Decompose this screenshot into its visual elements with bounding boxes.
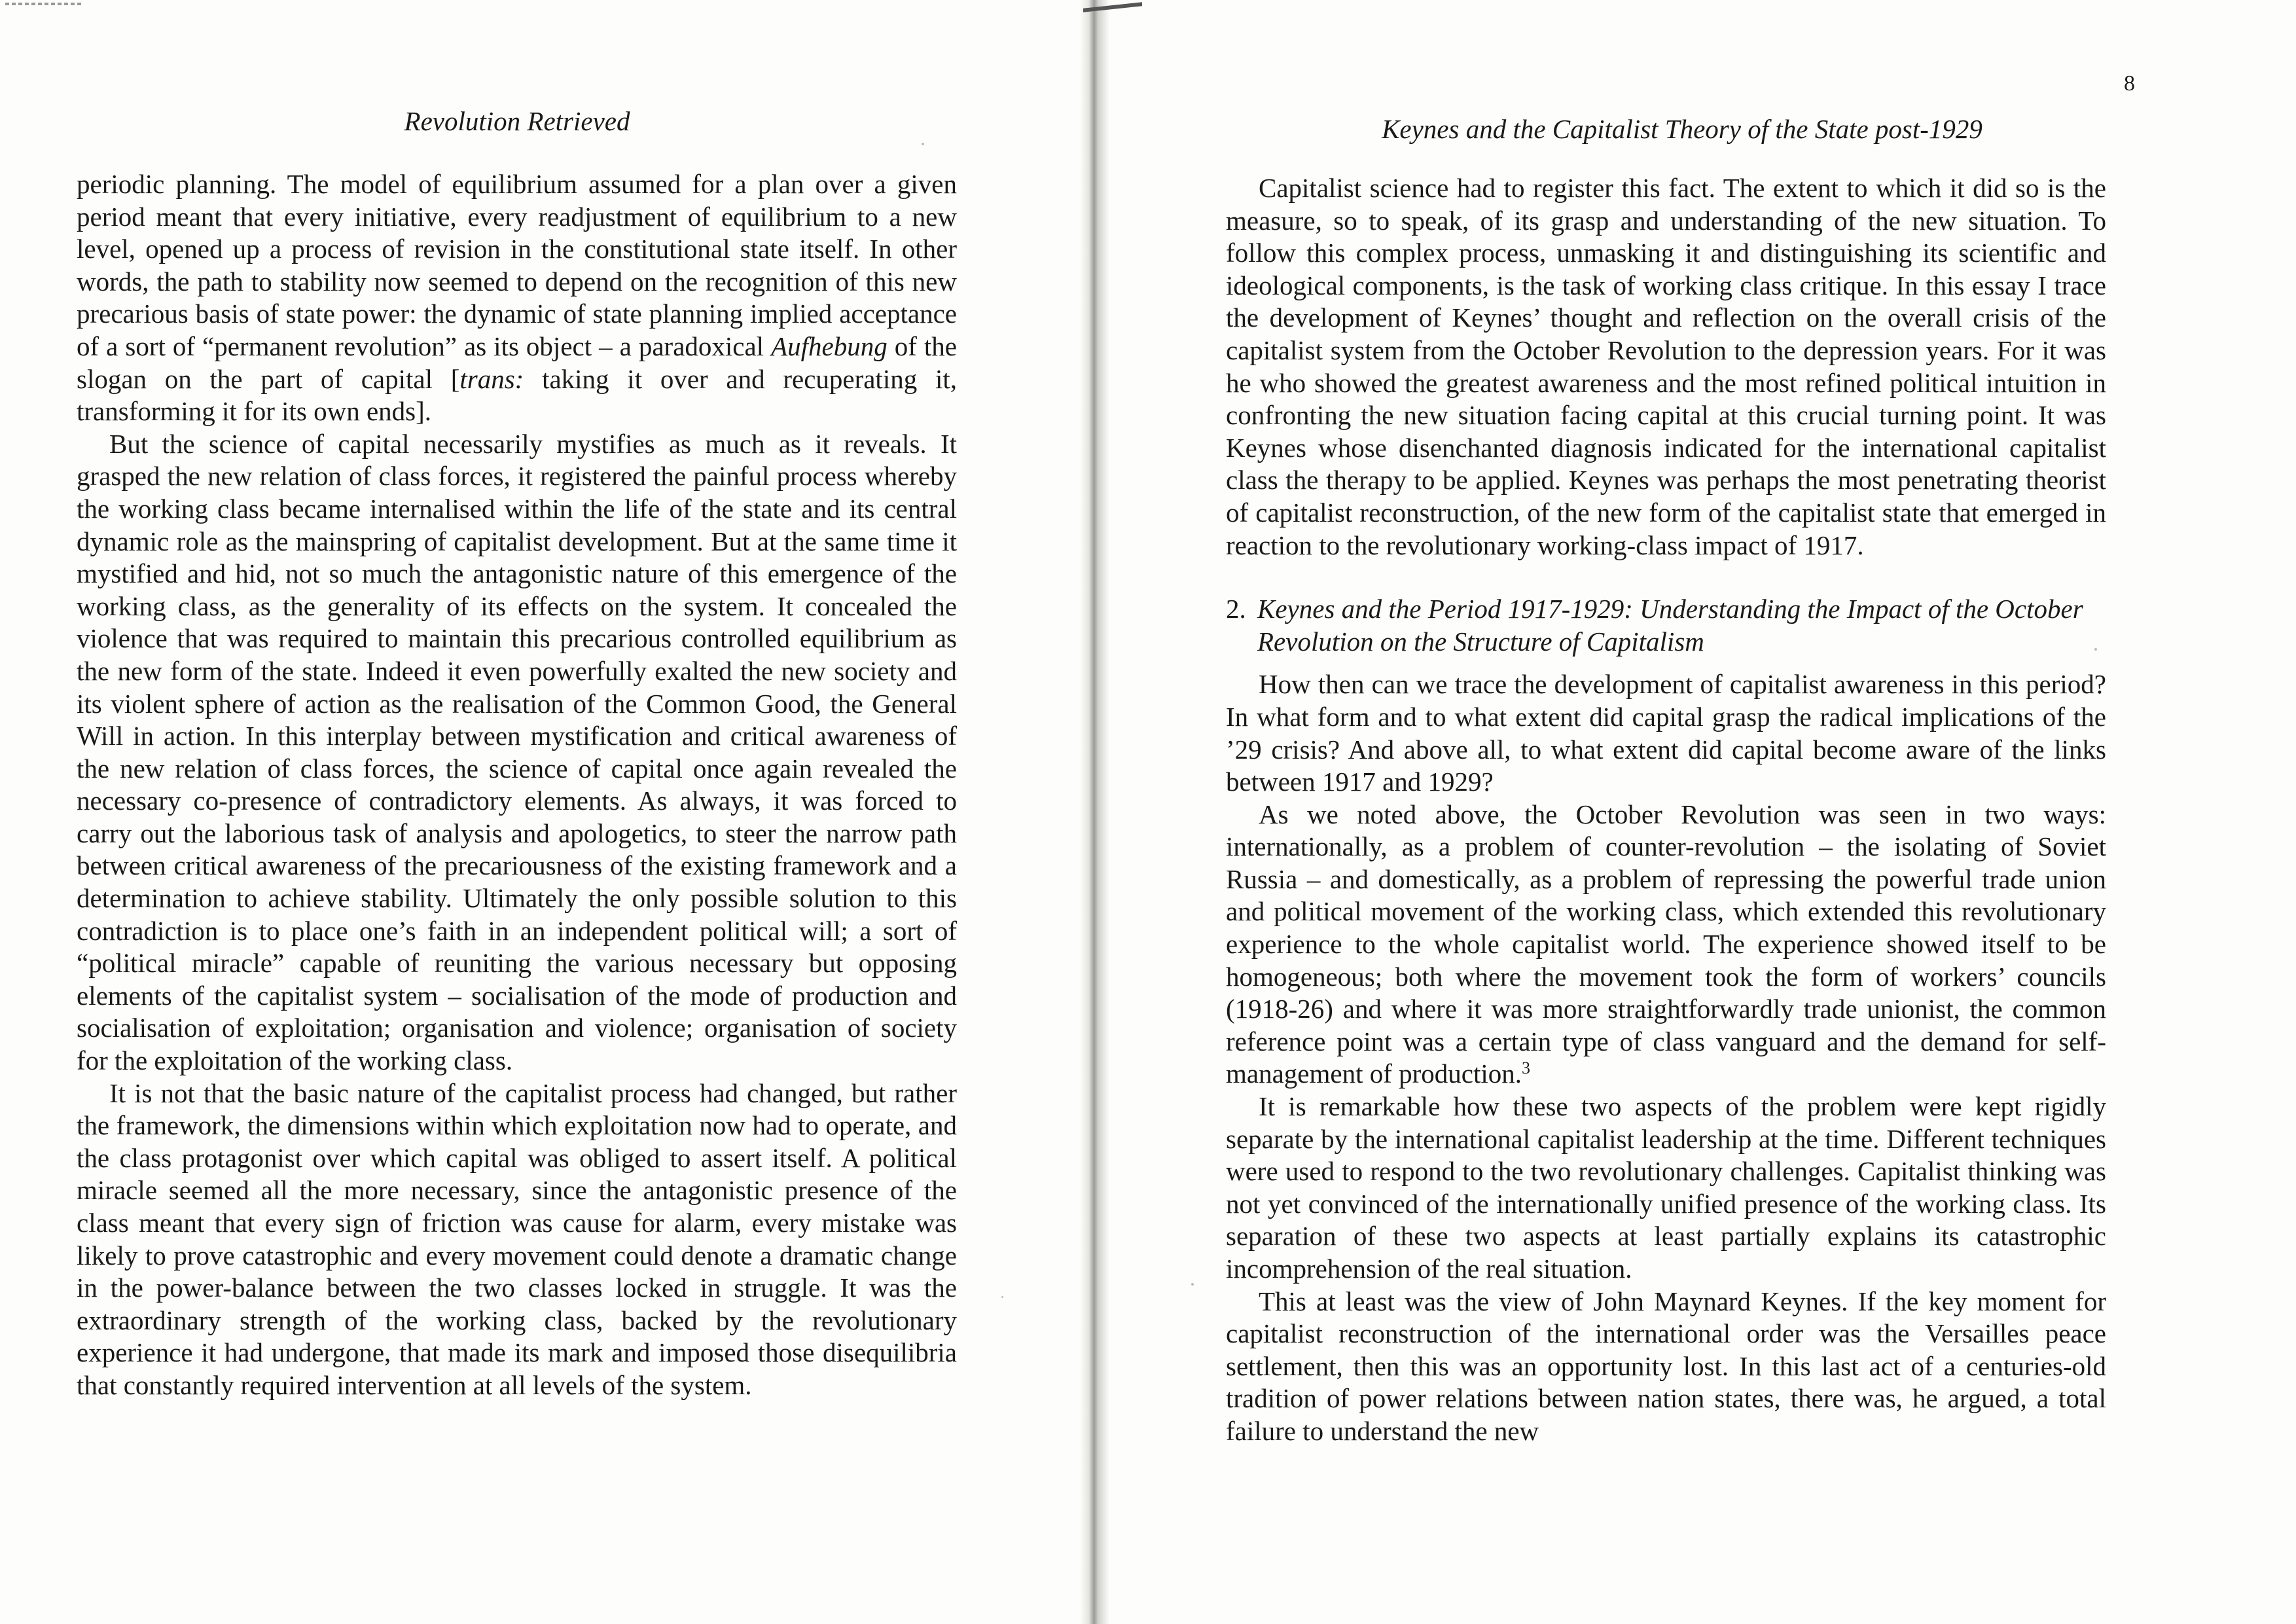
left-paragraph-3: It is not that the basic nature of the capitalist process had changed, but rather the framework, the dimensions within which exploitation now had to operate, and the class protagonist over which capital was obliged to assert itself. A political miracle seemed all the more necessary, since the antagonistic presence of the class meant that every sign of friction was cause for alarm, every mistake was likely to prove catastrophic and every movement could denote a dramatic change in the power-balance between the two classes locked in struggle. It was the extraordinary strength of the working class, backed by the revolutionary experience it had undergone, that made its mark and imposed those disequilibria that constantly required intervention at all levels of the system.	[77, 1077, 957, 1400]
book-gutter	[1080, 0, 1109, 1624]
right-page	[1106, 0, 2296, 1624]
scan-speck	[922, 143, 924, 145]
scan-speck	[1001, 1296, 1003, 1298]
right-paragraph-4: This at least was the view of John Maynard Keynes. If the key moment for capitalist reconstruction of the international order was the Versailles peace settlement, then this was an opportunity lost. In this last act of a centuries-old tradition of power relations between nation states, there was, he argued, a total failure to understand the new	[1226, 1286, 2106, 1446]
left-paragraph-1: periodic planning. The model of equilibrium assumed for a plan over a given period meant that every initiative, every readjustment of equilibrium to a new level, opened up a process of revision in the constitutional state itself. In other words, the path to stability now seemed to depend on the recognition of this new precarious basis of state power: the dynamic of state planning implied acceptance of a sort of “permanent revolution” as its object – a paradoxical Aufhebung of the slogan on the part of capital [trans: taking it over and recuperating it, transforming it for its own ends].	[77, 169, 957, 427]
section-heading	[1226, 593, 2106, 658]
right-text-column	[1226, 172, 2106, 1448]
right-running-head: Keynes and the Capitalist Theory of the State post-1929	[1382, 114, 1982, 144]
left-page	[0, 0, 1086, 1624]
right-paragraph-2: As we noted above, the October Revolution was seen in two ways: internationally, as a problem of counter-revolution – the isolating of Soviet Russia – and domestically, as a problem of repressing the powerful trade union and political movement of the working class, which extended this revolutionary experience to the whole capitalist world. The experience showed itself to be homogeneous; both where the movement took the form of workers’ councils (1918-26) and where it was more straightforwardly trade unionist, the common reference point was a certain type of class vanguard and the demand for self-management of production.$^3$	[1226, 799, 2106, 1089]
scan-speck	[2094, 648, 2097, 651]
scan-speck	[1191, 1283, 1194, 1286]
left-running-head: Revolution Retrieved	[404, 106, 630, 136]
right-intro-paragraph: Capitalist science had to register this fact. The extent to which it did so is the measure, so to speak, of its grasp and understanding of the new situation. To follow this complex process, unmasking it and distinguishing its scientific and ideological components, is the task of working class critique. In this essay I trace the development of Keynes’ thought and reflection on the overall crisis of the capitalist system from the October Revolution to the depression years. For it was he who showed the greatest awareness and the most refined political intuition in confronting the new situation facing capital at this crucial turning point. It was Keynes whose disenchanted diagnosis indicated for the international capitalist class the therapy to be applied. Keynes was perhaps the most penetrating theorist of capitalist reconstruction, of the new form of the capitalist state that emerged in reaction to the revolutionary working-class impact of 1917.	[1226, 173, 2106, 560]
left-paragraph-2: But the science of capital necessarily mystifies as much as it reveals. It grasped the new relation of class forces, it registered the painful process whereby the working class became internalised within the life of the state and its central dynamic role as the mainspring of capitalist development. But at the same time it mystified and hid, not so much the antagonistic nature of this emergence of the working class, as the generality of its effects on the system. It concealed the violence that was required to maintain this precarious controlled equilibrium as the new form of the state. Indeed it even powerfully exalted the new society and its violent sphere of action as the realisation of the Common Good, the General Will in action. In this interplay between mystification and critical awareness of the new relation of class forces, the science of capital once again revealed the necessary co-presence of contradictory elements. As always, it was forced to carry out the laborious task of analysis and apologetics, to steer the narrow path between critical awareness of the precariousness of the existing framework and a determination to achieve stability. Ultimately the only possible solution to this contradiction is to place one’s faith in an independent political will; a sort of “political miracle” capable of reuniting the various necessary but opposing elements of the capitalist system – socialisation of the mode of production and socialisation of exploitation; organisation and violence; organisation of society for the exploitation of the working class.	[77, 428, 957, 1076]
section-title: Keynes and the Period 1917-1929: Understanding the Impact of the October Revolution on the Structure of Capitalism	[1257, 594, 2083, 657]
right-paragraph-1: How then can we trace the development of capitalist awareness in this period? In what form and to what extent did capital grasp the radical implications of the ’29 crisis? And above all, to what extent did capital become aware of the links between 1917 and 1929?	[1226, 669, 2106, 797]
left-text-column	[77, 168, 957, 1402]
right-paragraph-3: It is remarkable how these two aspects of the problem were kept rigidly separate by the international capitalist leadership at the time. Different techniques were used to respond to the two revolutionary challenges. Capitalist thinking was not yet convinced of the internationally unified presence of the working class. Its separation of these two aspects at least partially explains its catastrophic incomprehension of the real situation.	[1226, 1091, 2106, 1284]
footnote-reference: 3	[1522, 1058, 1531, 1078]
page-number: 8	[2124, 71, 2135, 96]
section-number: 2.	[1226, 594, 1246, 624]
